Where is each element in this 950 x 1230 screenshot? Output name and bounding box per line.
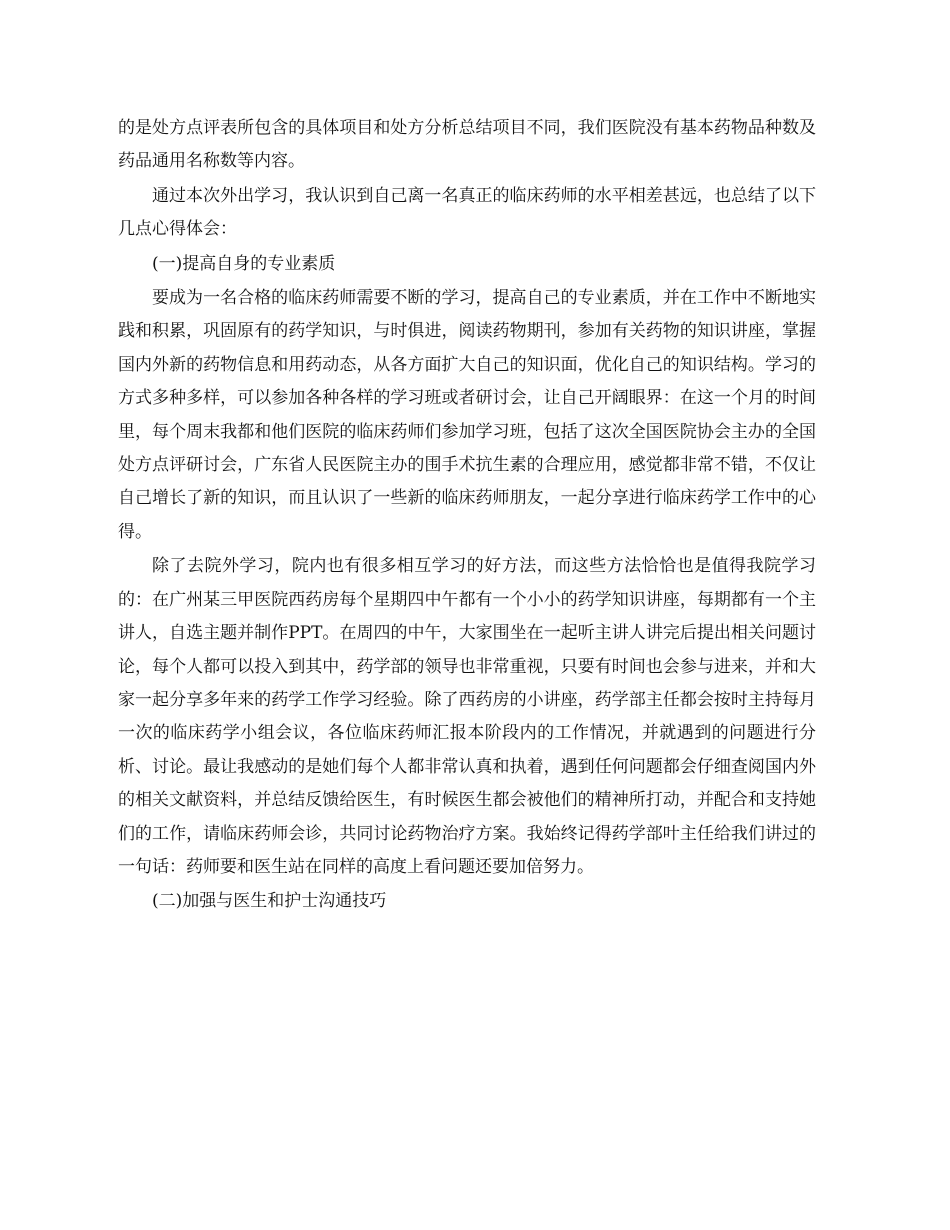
paragraph-professional-quality: 要成为一名合格的临床药师需要不断的学习，提高自己的专业素质，并在工作中不断地实践和积累，巩固原有的药学知识，与时俱进，阅读药物期刊，参加有关药物的知识讲座，掌握国内外新的药物信息和用药动态，从各方面扩大自己的知识面，优化自己的知识结构。学习的方式多种多样，可以参加各种各样的学习班或者研讨会，让自己开阔眼界：在这一个月的时间里，每个周末我都和他们医院的临床药师们参加学习班，包括了这次全国医院协会主办的全国处方点评研讨会，广东省人民医院主办的围手术抗生素的合理应用，感觉都非常不错，不仅让自己增长了新的知识，而且认识了一些新的临床药师朋友，一起分享进行临床药学工作中的心得。 [118, 288, 816, 542]
section-heading-1: (一)提高自身的专业素质 [152, 253, 336, 274]
document-body [118, 112, 816, 919]
paragraph-continuation: 的是处方点评表所包含的具体项目和处方分析总结项目不同，我们医院没有基本药物品种数及药品通用名称数等内容。 [118, 118, 816, 172]
paragraph-study-summary: 通过本次外出学习，我认识到自己离一名真正的临床药师的水平相差甚远，也总结了以下几点心得体会： [118, 185, 816, 240]
section-heading-2: (二)加强与医生和护士沟通技巧 [152, 891, 387, 912]
paragraph-internal-learning: 除了去院外学习，院内也有很多相互学习的好方法，而这些方法恰恰也是值得我院学习的：在广州某三甲医院西药房每个星期四中午都有一个小小的药学知识讲座，每期都有一个主讲人，自选主题并制作PPT。在周四的中午，大家围坐在一起听主讲人讲完后提出相关问题讨论，每个人都可以投入到其中，药学部的领导也非常重视，只要有时间也会参与进来，并和大家一起分享多年来的药学工作学习经验。除了西药房的小讲座，药学部主任都会按时主持每月一次的临床药学小组会议，各位临床药师汇报本阶段内的工作情况，并就遇到的问题进行分析、讨论。最让我感动的是她们每个人都非常认真和执着，遇到任何问题都会仔细查阅国内外的相关文献资料，并总结反馈给医生，有时候医生都会被他们的精神所打动，并配合和支持她们的工作，请临床药师会诊，共同讨论药物治疗方案。我始终记得药学部叶主任给我们讲过的一句话：药师要和医生站在同样的高度上看问题还要加倍努力。 [118, 556, 816, 877]
